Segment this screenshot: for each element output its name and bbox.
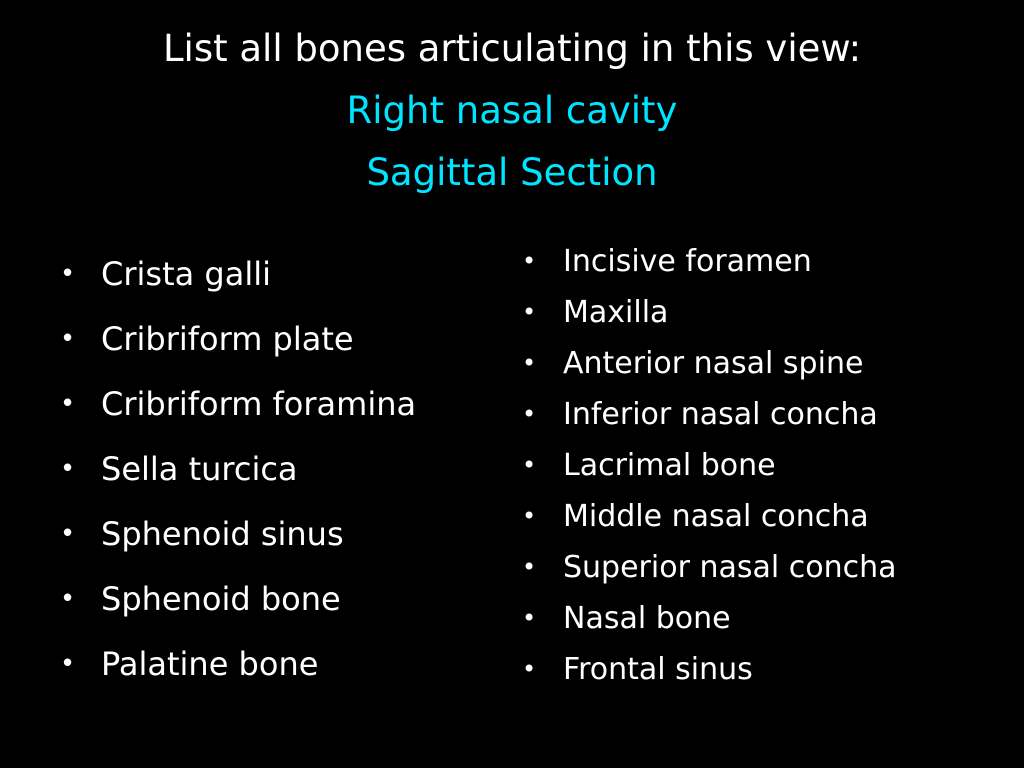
list-item bbox=[60, 372, 416, 437]
bullet-icon: • bbox=[60, 649, 76, 679]
list-item-label: Cribriform foramina bbox=[101, 385, 417, 423]
list-item-label: Incisive foramen bbox=[563, 244, 812, 279]
list-item-label: Sella turcica bbox=[101, 450, 298, 488]
list-item-label: Maxilla bbox=[563, 295, 669, 330]
bullet-icon: • bbox=[522, 247, 537, 275]
list-item bbox=[522, 236, 897, 287]
list-item-label: Middle nasal concha bbox=[563, 499, 869, 534]
bullet-icon: • bbox=[60, 324, 76, 354]
list-item bbox=[60, 242, 416, 307]
list-item bbox=[60, 307, 416, 372]
list-item bbox=[60, 567, 416, 632]
bullet-icon: • bbox=[522, 349, 537, 377]
bullet-icon: • bbox=[522, 553, 537, 581]
list-item bbox=[522, 542, 897, 593]
list-item-label: Sphenoid bone bbox=[101, 580, 341, 618]
list-item bbox=[522, 491, 897, 542]
bullet-icon: • bbox=[60, 584, 76, 614]
list-item-label: Superior nasal concha bbox=[563, 550, 897, 585]
bullet-icon: • bbox=[522, 502, 537, 530]
list-item-label: Nasal bone bbox=[563, 601, 731, 636]
list-item bbox=[522, 644, 897, 695]
list-item bbox=[522, 440, 897, 491]
list-item bbox=[522, 287, 897, 338]
slide-title bbox=[0, 18, 1024, 204]
title-instruction: List all bones articulating in this view: bbox=[162, 27, 862, 70]
right-bullet-list bbox=[522, 236, 897, 695]
list-item bbox=[60, 502, 416, 567]
list-item bbox=[522, 593, 897, 644]
bullet-icon: • bbox=[522, 604, 537, 632]
list-item-label: Lacrimal bone bbox=[563, 448, 776, 483]
list-item-label: Crista galli bbox=[101, 255, 271, 293]
bullet-icon: • bbox=[522, 451, 537, 479]
left-bullet-list bbox=[60, 242, 416, 697]
list-item-label: Anterior nasal spine bbox=[563, 346, 864, 381]
bullet-icon: • bbox=[60, 519, 76, 549]
list-item bbox=[60, 437, 416, 502]
list-item-label: Palatine bone bbox=[101, 645, 319, 683]
bullet-icon: • bbox=[522, 298, 537, 326]
list-item-label: Frontal sinus bbox=[563, 652, 753, 687]
list-item-label: Sphenoid sinus bbox=[101, 515, 344, 553]
bullet-icon: • bbox=[522, 655, 537, 683]
list-item-label: Cribriform plate bbox=[101, 320, 354, 358]
list-item bbox=[522, 389, 897, 440]
list-item bbox=[522, 338, 897, 389]
bullet-icon: • bbox=[60, 259, 76, 289]
bullet-icon: • bbox=[522, 400, 537, 428]
title-subject: Right nasal cavity bbox=[346, 89, 678, 132]
bullet-icon: • bbox=[60, 454, 76, 484]
list-item-label: Inferior nasal concha bbox=[563, 397, 878, 432]
list-item bbox=[60, 632, 416, 697]
title-view: Sagittal Section bbox=[366, 151, 658, 194]
bullet-icon: • bbox=[60, 389, 76, 419]
